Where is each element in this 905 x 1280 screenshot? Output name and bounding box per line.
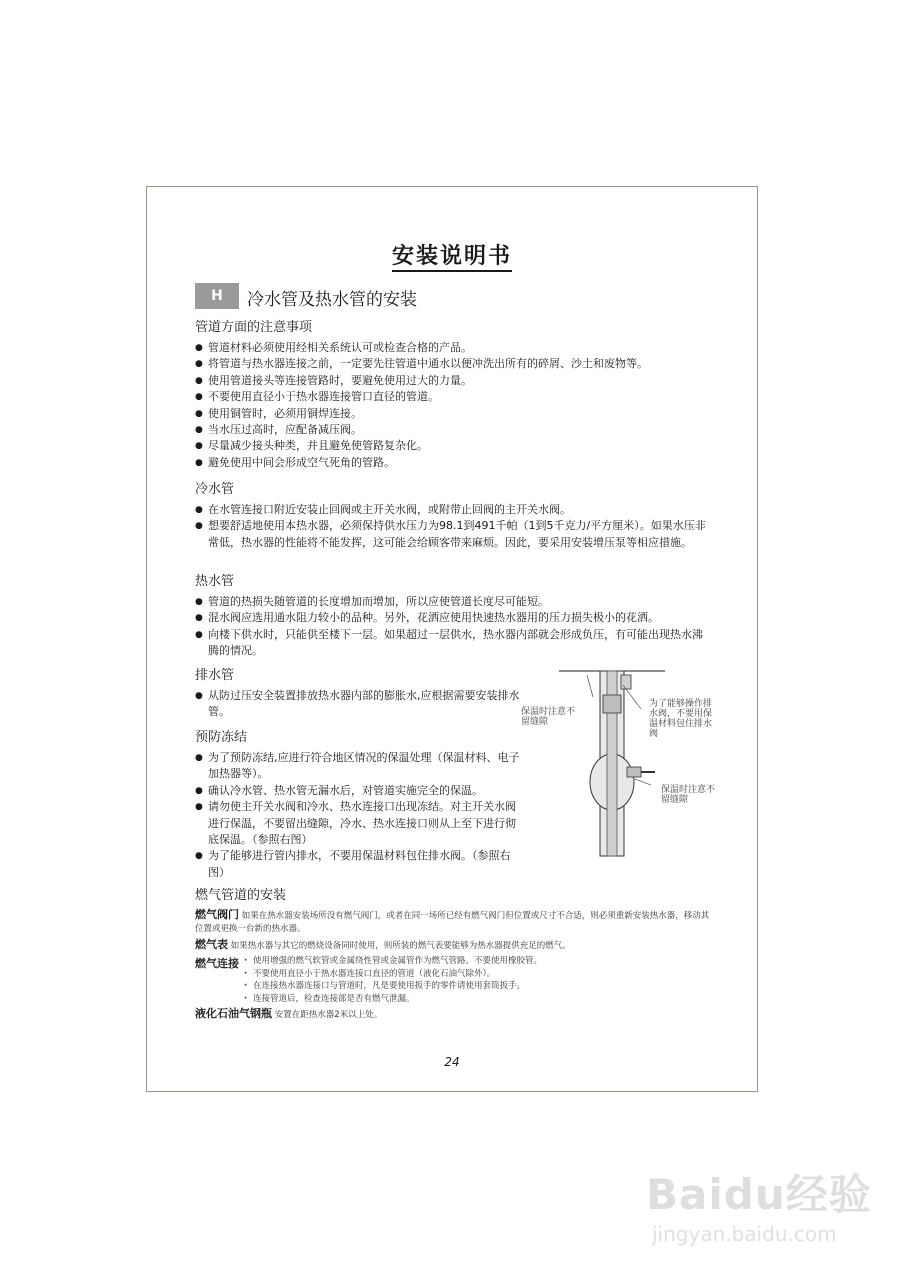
freeze-section [195,729,525,881]
freeze-heading: 预防冻结 [195,730,248,745]
list-item: · 不要使用直径小于热水器连接口直径的管道（液化石油气除外）。 [243,968,542,981]
pipe-notes-heading: 管道方面的注意事项 [195,320,313,335]
list-item: ● 想要舒适地使用本热水器，必须保持供水压力为98.1到491千帕（1到5千克力/平方厘米）。如果水压非常低，热水器的性能将不能发挥，这可能会给顾客带来麻烦。因此，要采用安装增压泵等相应措施。 [195,518,713,551]
list-item: ● 使用管道接头等连接管路时，要避免使用过大的力量。 [195,373,715,389]
list-item: · 连接管道后，检查连接部是否有燃气泄漏。 [243,993,542,1006]
watermark-url: jingyan.baidu.com [652,1222,837,1246]
cold-pipe-section [195,481,713,551]
watermark-brand: Baidu经验 [646,1170,872,1219]
gas-connect-label: 燃气连接 [195,957,239,970]
list-item: · 使用增强的燃气软管或金属绕性管或金属管作为燃气管路。不要使用橡胶管。 [243,955,542,968]
figure-label-right-top: 为了能够操作排水阀，不要用保温材料包住排水阀 [649,699,713,739]
list-item: ● 当水压过高时，应配备减压阀。 [195,422,715,438]
document-page [146,186,758,1092]
list-item: ● 为了预防冻结,应进行符合地区情况的保温处理（保温材料、电子加热器等）。 [195,750,525,783]
list-item: ● 尽量减少接头种类，并且避免使管路复杂化。 [195,438,715,454]
list-item: ● 在水管连接口附近安装止回阀或主开关水阀，或附带止回阀的主开关水阀。 [195,502,713,518]
list-item: ● 确认冷水管、热水管无漏水后，对管道实施完全的保温。 [195,783,525,799]
hot-pipe-list [195,594,713,660]
gas-lpg-text: 安置在距热水器2米以上处。 [274,1010,383,1020]
list-item: ● 混水阀应选用通水阻力较小的品种。另外，花洒应使用快速热水器用的压力损失极小的花洒。 [195,610,713,626]
gas-lpg-label: 液化石油气钢瓶 [195,1007,272,1020]
gas-section [195,887,715,1024]
drain-pipe-list [195,688,521,721]
pipe-diagram-icon [523,667,743,867]
gas-meter-label: 燃气表 [195,938,228,951]
list-item: ● 将管道与热水器连接之前，一定要先往管道中通水以便冲洗出所有的碎屑、沙土和废物等。 [195,356,715,372]
cold-pipe-heading: 冷水管 [195,482,235,497]
hot-pipe-heading: 热水管 [195,574,235,589]
cold-pipe-list [195,502,713,551]
list-item: ● 不要使用直径小于热水器连接管口直径的管道。 [195,389,715,405]
list-item: ● 为了能够进行管内排水，不要用保温材料包住排水阀。（参照右图） [195,848,525,881]
gas-meter-text: 如果热水器与其它的燃烧设备同时使用，则所装的燃气表要能够为热水器提供充足的燃气。 [230,941,571,951]
gas-connect-row [195,955,715,1005]
gas-meter-row [195,938,715,953]
drain-pipe-section [195,667,521,721]
gas-valve-text: 如果在热水器安装场所没有燃气阀门，或者在同一场所已经有燃气阀门但位置或尺寸不合适，则必须重新安装热水器，移动其位置或更换一台新的热水器。 [195,911,710,934]
section-title: 冷水管及热水管的安装 [247,290,417,310]
list-item: ● 请勿使主开关水阀和冷水、热水连接口出现冻结。对主开关水阀进行保温，不要留出缝隙，冷水、热水连接口则从上至下进行彻底保温。（参照右图） [195,799,525,848]
gas-valve-label: 燃气阀门 [195,908,239,921]
gas-connect-list [243,955,542,1005]
list-item: ● 从防过压安全装置排放热水器内部的膨胀水,应根据需要安装排水管。 [195,688,521,721]
list-item: · 在连接热水器连接口与管道时，凡是要使用扳手的零件请使用套筒扳手。 [243,980,542,993]
figure-label-left: 保温时注意不留缝隙 [521,707,576,727]
gas-lpg-row [195,1007,715,1022]
page-number: 24 [444,1055,460,1069]
list-item: ● 使用铜管时，必须用铜焊连接。 [195,406,715,422]
hot-pipe-section [195,573,713,660]
document-title: 安装说明书 [147,239,757,270]
gas-heading: 燃气管道的安装 [195,888,287,903]
list-item: ● 向楼下供水时，只能供至楼下一层。如果超过一层供水，热水器内部就会形成负压，有可能出现热水沸腾的情况。 [195,627,713,660]
pipe-notes-section [195,319,715,471]
gas-valve-row [195,908,715,936]
pipe-insulation-figure [523,667,743,867]
section-badge: H [195,283,239,309]
list-item: ● 管道的热损失随管道的长度增加而增加，所以应使管道长度尽可能短。 [195,594,713,610]
drain-pipe-heading: 排水管 [195,668,235,683]
figure-label-right-bottom: 保温时注意不留缝隙 [661,785,716,805]
list-item: ● 管道材料必须使用经相关系统认可或检查合格的产品。 [195,340,715,356]
list-item: ● 避免使用中间会形成空气死角的管路。 [195,455,715,471]
freeze-list [195,750,525,881]
pipe-notes-list [195,340,715,471]
baidu-watermark [640,1140,880,1260]
